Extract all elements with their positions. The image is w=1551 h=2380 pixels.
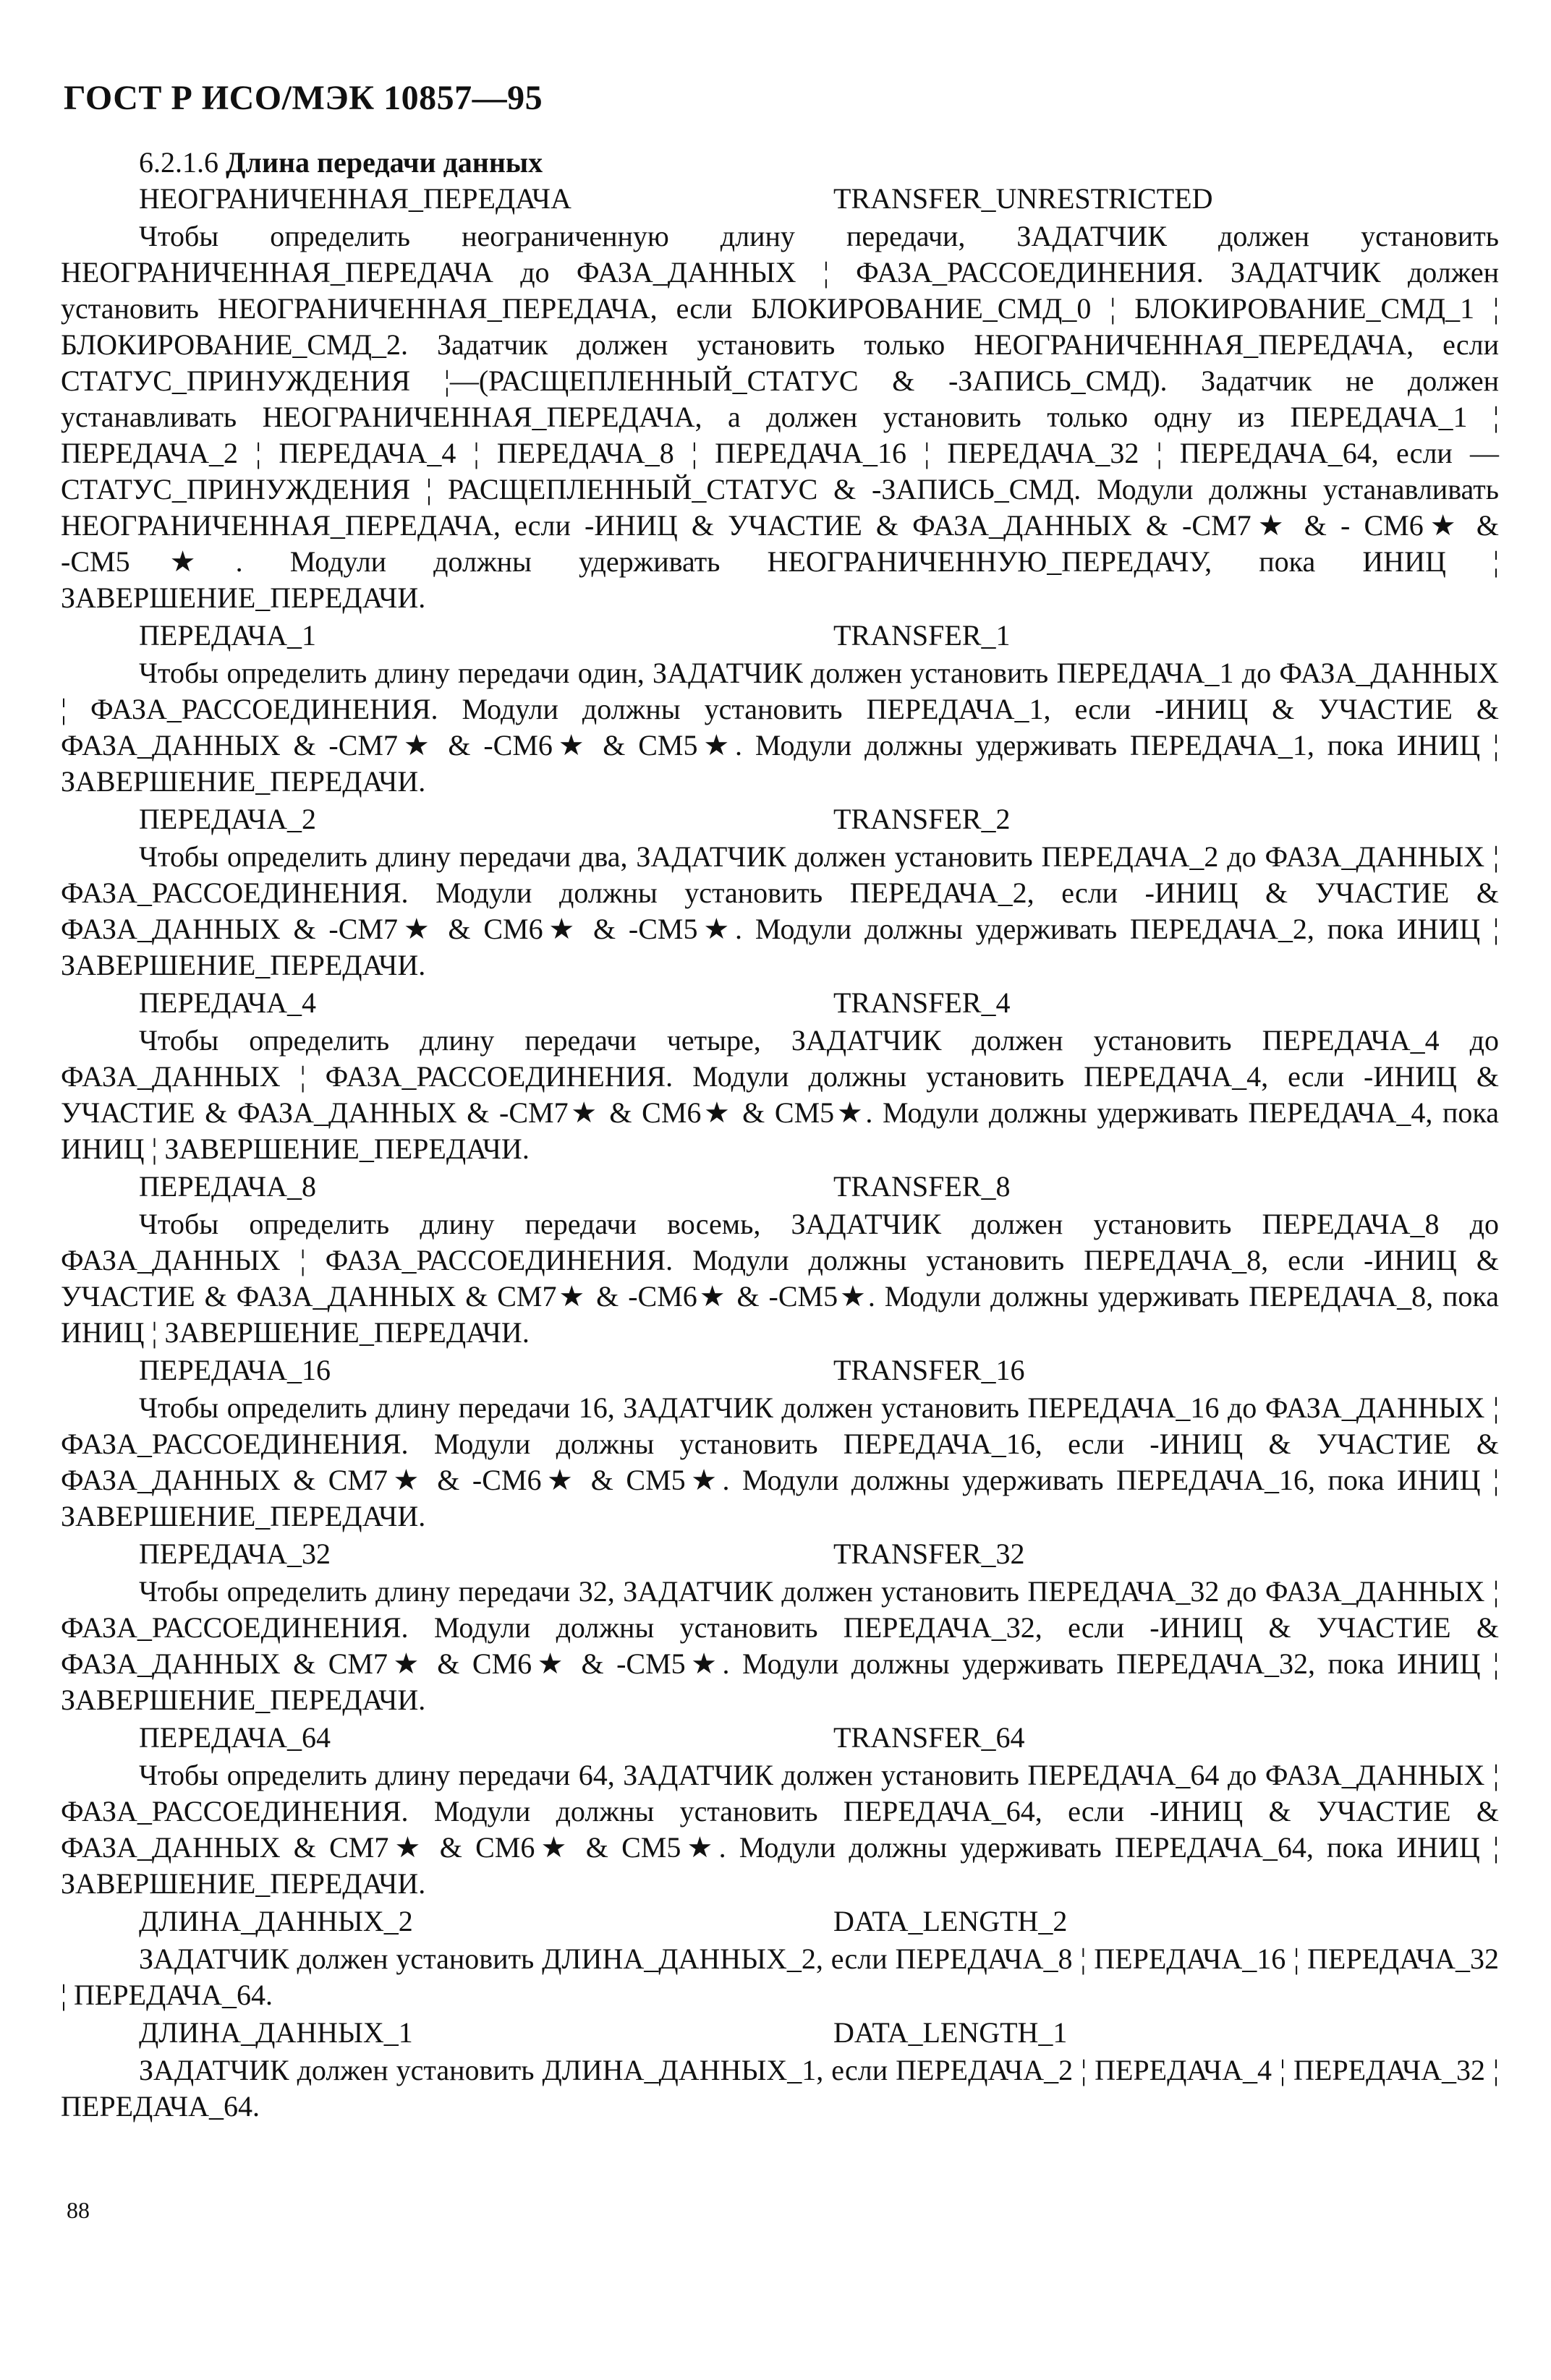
entry <box>61 985 1499 1167</box>
entry <box>61 1903 1499 2013</box>
term-row <box>61 801 1499 837</box>
term-en: TRANSFER_16 <box>833 1354 1025 1386</box>
term-row <box>61 1903 1499 1940</box>
term-description: Чтобы определить длину передачи восемь, ЗАДАТЧИК должен установить ПЕРЕДАЧА_8 до ФАЗА_ДАННЫХ ¦ ФАЗА_РАССОЕДИНЕНИЯ. Модули должны установить ПЕРЕДАЧА_8, если -ИНИЦ & УЧАСТИЕ & ФАЗА_ДАННЫХ & СМ7★ & -СМ6★ & -СМ5★. Модули должны удерживать ПЕРЕДАЧА_8, пока ИНИЦ ¦ ЗАВЕРШЕНИЕ_ПЕРЕДАЧИ. <box>61 1208 1499 1349</box>
term-en: TRANSFER_64 <box>833 1721 1025 1754</box>
term-row <box>61 1536 1499 1572</box>
section-title: Длина передачи данных <box>226 146 543 179</box>
term-description: Чтобы определить длину передачи два, ЗАДАТЧИК должен установить ПЕРЕДАЧА_2 до ФАЗА_ДАННЫХ ¦ ФАЗА_РАССОЕДИНЕНИЯ. Модули должны установить ПЕРЕДАЧА_2, если -ИНИЦ & УЧАСТИЕ & ФАЗА_ДАННЫХ & -СМ7★ & СМ6★ & -СМ5★. Модули должны удерживать ПЕРЕДАЧА_2, пока ИНИЦ ¦ ЗАВЕРШЕНИЕ_ПЕРЕДАЧИ. <box>61 840 1499 981</box>
term-ru: ПЕРЕДАЧА_8 <box>139 1170 316 1203</box>
term-en: TRANSFER_32 <box>833 1537 1025 1570</box>
term-description: Чтобы определить неограниченную длину передачи, ЗАДАТЧИК должен установить НЕОГРАНИЧЕННАЯ_ПЕРЕДАЧА до ФАЗА_ДАННЫХ ¦ ФАЗА_РАССОЕДИНЕНИЯ. ЗАДАТЧИК должен установить НЕОГРАНИЧЕННАЯ_ПЕРЕДАЧА, если БЛОКИРОВАНИЕ_СМД_0 ¦ БЛОКИРОВАНИЕ_СМД_1 ¦ БЛОКИРОВАНИЕ_СМД_2. Задатчик должен установить только НЕОГРАНИЧЕННАЯ_ПЕРЕДАЧА, если СТАТУС_ПРИНУЖДЕНИЯ ¦—(РАСЩЕПЛЕННЫЙ_СТАТУС & -ЗАПИСЬ_СМД). Задатчик не должен устанавливать НЕОГРАНИЧЕННАЯ_ПЕРЕДАЧА, а должен установить только одну из ПЕРЕДАЧА_1 ¦ ПЕРЕДАЧА_2 ¦ ПЕРЕДАЧА_4 ¦ ПЕРЕДАЧА_8 ¦ ПЕРЕДАЧА_16 ¦ ПЕРЕДАЧА_32 ¦ ПЕРЕДАЧА_64, если —СТАТУС_ПРИНУЖДЕНИЯ ¦ РАСЩЕПЛЕННЫЙ_СТАТУС & -ЗАПИСЬ_СМД. Модули должны устанавливать НЕОГРАНИЧЕННАЯ_ПЕРЕДАЧА, если -ИНИЦ & УЧАСТИЕ & ФАЗА_ДАННЫХ & -СМ7★ & - СМ6★ & -СМ5★. Модули должны удерживать НЕОГРАНИЧЕННУЮ_ПЕРЕДАЧУ, пока ИНИЦ ¦ ЗАВЕРШЕНИЕ_ПЕРЕДАЧИ. <box>61 220 1499 614</box>
term-row <box>61 181 1499 217</box>
term-row <box>61 985 1499 1021</box>
term-description: Чтобы определить длину передачи 64, ЗАДАТЧИК должен установить ПЕРЕДАЧА_64 до ФАЗА_ДАННЫХ ¦ ФАЗА_РАССОЕДИНЕНИЯ. Модули должны установить ПЕРЕДАЧА_64, если -ИНИЦ & УЧАСТИЕ & ФАЗА_ДАННЫХ & СМ7★ & СМ6★ & СМ5★. Модули должны удерживать ПЕРЕДАЧА_64, пока ИНИЦ ¦ ЗАВЕРШЕНИЕ_ПЕРЕДАЧИ. <box>61 1759 1499 1900</box>
term-ru: ПЕРЕДАЧА_1 <box>139 619 316 652</box>
term-ru: ДЛИНА_ДАННЫХ_1 <box>139 2016 413 2049</box>
term-ru: ПЕРЕДАЧА_32 <box>139 1537 331 1570</box>
term-row <box>61 2015 1499 2051</box>
entry <box>61 618 1499 800</box>
term-ru: ПЕРЕДАЧА_64 <box>139 1721 331 1754</box>
term-en: TRANSFER_2 <box>833 803 1011 835</box>
term-en: DATA_LENGTH_2 <box>833 1905 1068 1937</box>
term-ru: НЕОГРАНИЧЕННАЯ_ПЕРЕДАЧА <box>139 182 571 215</box>
section-number: 6.2.1.6 <box>139 146 218 179</box>
term-en: TRANSFER_4 <box>833 986 1011 1019</box>
term-description: Чтобы определить длину передачи четыре, ЗАДАТЧИК должен установить ПЕРЕДАЧА_4 до ФАЗА_ДАННЫХ ¦ ФАЗА_РАССОЕДИНЕНИЯ. Модули должны установить ПЕРЕДАЧА_4, если -ИНИЦ & УЧАСТИЕ & ФАЗА_ДАННЫХ & -СМ7★ & СМ6★ & СМ5★. Модули должны удерживать ПЕРЕДАЧА_4, пока ИНИЦ ¦ ЗАВЕРШЕНИЕ_ПЕРЕДАЧИ. <box>61 1024 1499 1165</box>
document-header: ГОСТ Р ИСО/МЭК 10857—95 <box>64 79 543 117</box>
entry <box>61 181 1499 616</box>
entry <box>61 801 1499 984</box>
entry <box>61 1720 1499 1902</box>
page-content <box>61 145 1499 2126</box>
section-heading <box>139 145 1499 181</box>
term-description: Чтобы определить длину передачи 32, ЗАДАТЧИК должен установить ПЕРЕДАЧА_32 до ФАЗА_ДАННЫХ ¦ ФАЗА_РАССОЕДИНЕНИЯ. Модули должны установить ПЕРЕДАЧА_32, если -ИНИЦ & УЧАСТИЕ & ФАЗА_ДАННЫХ & СМ7★ & СМ6★ & -СМ5★. Модули должны удерживать ПЕРЕДАЧА_32, пока ИНИЦ ¦ ЗАВЕРШЕНИЕ_ПЕРЕДАЧИ. <box>61 1575 1499 1716</box>
entry <box>61 2015 1499 2125</box>
term-en: TRANSFER_1 <box>833 619 1011 652</box>
page-number: 88 <box>67 2197 90 2223</box>
term-en: DATA_LENGTH_1 <box>833 2016 1068 2049</box>
entry <box>61 1169 1499 1351</box>
term-ru: ДЛИНА_ДАННЫХ_2 <box>139 1905 413 1937</box>
term-ru: ПЕРЕДАЧА_16 <box>139 1354 331 1386</box>
term-row <box>61 1720 1499 1756</box>
term-en: TRANSFER_8 <box>833 1170 1011 1203</box>
term-description: ЗАДАТЧИК должен установить ДЛИНА_ДАННЫХ_1, если ПЕРЕДАЧА_2 ¦ ПЕРЕДАЧА_4 ¦ ПЕРЕДАЧА_32 ¦ ПЕРЕДАЧА_64. <box>61 2054 1499 2123</box>
entry <box>61 1536 1499 1718</box>
entry <box>61 1352 1499 1535</box>
term-row <box>61 618 1499 654</box>
term-ru: ПЕРЕДАЧА_2 <box>139 803 316 835</box>
term-ru: ПЕРЕДАЧА_4 <box>139 986 316 1019</box>
term-description: Чтобы определить длину передачи 16, ЗАДАТЧИК должен установить ПЕРЕДАЧА_16 до ФАЗА_ДАННЫХ ¦ ФАЗА_РАССОЕДИНЕНИЯ. Модули должны установить ПЕРЕДАЧА_16, если -ИНИЦ & УЧАСТИЕ & ФАЗА_ДАННЫХ & СМ7★ & -СМ6★ & СМ5★. Модули должны удерживать ПЕРЕДАЧА_16, пока ИНИЦ ¦ ЗАВЕРШЕНИЕ_ПЕРЕДАЧИ. <box>61 1391 1499 1532</box>
term-description: ЗАДАТЧИК должен установить ДЛИНА_ДАННЫХ_2, если ПЕРЕДАЧА_8 ¦ ПЕРЕДАЧА_16 ¦ ПЕРЕДАЧА_32 ¦ ПЕРЕДАЧА_64. <box>61 1942 1499 2011</box>
term-en: TRANSFER_UNRESTRICTED <box>833 182 1213 215</box>
term-row <box>61 1169 1499 1205</box>
term-row <box>61 1352 1499 1389</box>
term-description: Чтобы определить длину передачи один, ЗАДАТЧИК должен установить ПЕРЕДАЧА_1 до ФАЗА_ДАННЫХ ¦ ФАЗА_РАССОЕДИНЕНИЯ. Модули должны установить ПЕРЕДАЧА_1, если -ИНИЦ & УЧАСТИЕ & ФАЗА_ДАННЫХ & -СМ7★ & -СМ6★ & СМ5★. Модули должны удерживать ПЕРЕДАЧА_1, пока ИНИЦ ¦ ЗАВЕРШЕНИЕ_ПЕРЕДАЧИ. <box>61 657 1499 798</box>
